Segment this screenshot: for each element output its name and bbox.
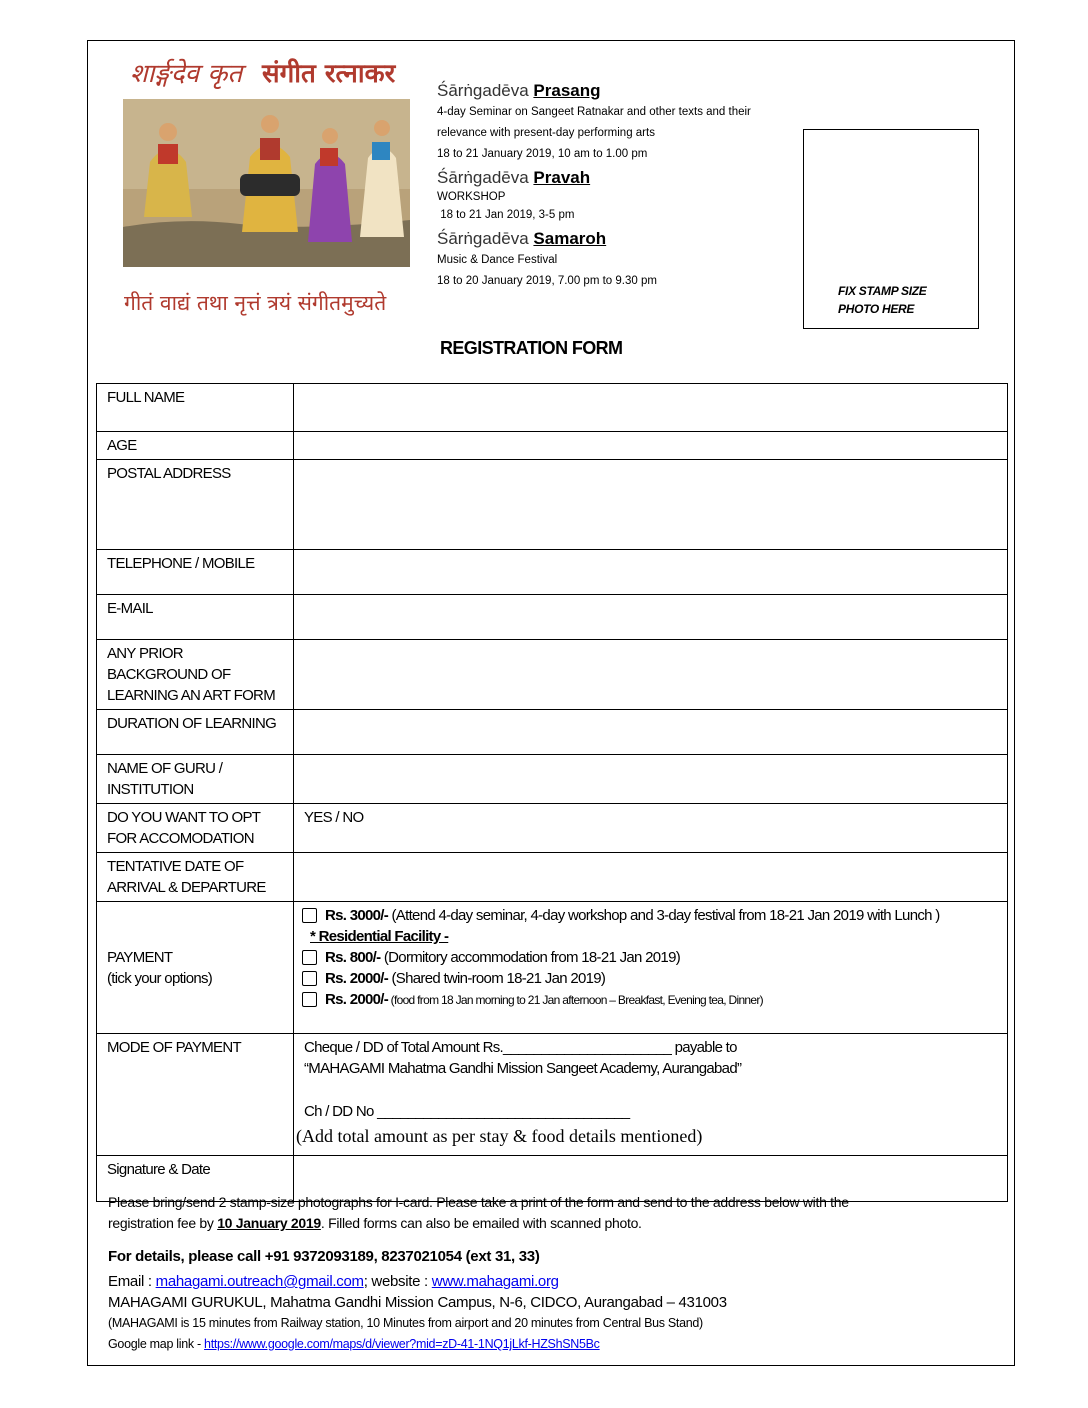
footer-line: registration fee by 10 January 2019. Filled forms can also be emailed with scanned photo. — [108, 1215, 642, 1231]
payment-options — [294, 902, 1008, 1034]
header-artwork — [120, 52, 420, 327]
registration-table — [96, 383, 1008, 1202]
event-title-pravah: Śārṅgadēva Pravah — [437, 168, 591, 187]
checkbox[interactable] — [302, 971, 317, 986]
checkbox[interactable] — [302, 908, 317, 923]
table-row — [97, 1034, 1008, 1156]
email-link[interactable]: mahagami.outreach@gmail.com — [155, 1273, 364, 1290]
deadline-date: 10 January 2019 — [217, 1215, 321, 1231]
checkbox[interactable] — [302, 950, 317, 965]
event-list — [437, 78, 817, 292]
mode-line: “MAHAGAMI Mahatma Gandhi Mission Sangeet Academy, Aurangabad” — [304, 1060, 742, 1077]
table-row — [97, 550, 1008, 595]
arrival-field[interactable] — [294, 853, 1008, 902]
mode-of-payment-cell[interactable] — [294, 1034, 1008, 1156]
art-title-left: शार्ङ्गदेव कृत — [130, 59, 243, 89]
table-row — [97, 804, 1008, 853]
field-label: TELEPHONE / MOBILE — [97, 550, 294, 595]
full-name-field[interactable] — [294, 384, 1008, 432]
map-link[interactable]: https://www.google.com/maps/d/viewer?mid=zD-41-1NQ1jLkf-HZShSN5Bc — [204, 1337, 600, 1351]
table-row — [97, 902, 1008, 1034]
field-label: Signature & Date — [97, 1156, 294, 1202]
field-label: PAYMENT — [107, 948, 173, 966]
table-row — [97, 595, 1008, 640]
field-label: ANY PRIOR BACKGROUND OF LEARNING AN ART FORM — [97, 640, 294, 710]
dancers-painting-image — [120, 52, 420, 327]
event-title-samaroh: Śārṅgadēva Samaroh — [437, 229, 607, 248]
duration-field[interactable] — [294, 710, 1008, 755]
event-line: WORKSHOP — [437, 191, 506, 203]
residential-heading: * Residential Facility - — [310, 928, 449, 945]
event-title-prasang: Śārṅgadēva Prasang — [437, 81, 601, 100]
prior-background-field[interactable] — [294, 640, 1008, 710]
field-label: POSTAL ADDRESS — [97, 460, 294, 550]
mode-note: (Add total amount as per stay & food details mentioned) — [296, 1126, 703, 1146]
telephone-field[interactable] — [294, 550, 1008, 595]
art-caption: गीतं वाद्यं तथा नृत्तं त्रयं संगीतमुच्यते — [124, 291, 387, 315]
form-title: REGISTRATION FORM — [440, 338, 623, 358]
table-row — [97, 384, 1008, 432]
field-label: AGE — [97, 432, 294, 460]
email-website-line: Email : mahagami.outreach@gmail.com; website : www.mahagami.org — [108, 1273, 559, 1290]
payment-option[interactable]: Rs. 800/- (Dormitory accommodation from 18-21 Jan 2019) — [302, 947, 997, 968]
field-label: E-MAIL — [97, 595, 294, 640]
table-row — [97, 710, 1008, 755]
field-label: NAME OF GURU / INSTITUTION — [97, 755, 294, 804]
field-label: DO YOU WANT TO OPT FOR ACCOMODATION — [97, 804, 294, 853]
email-field[interactable] — [294, 595, 1008, 640]
table-row — [97, 853, 1008, 902]
field-label: MODE OF PAYMENT — [97, 1034, 294, 1156]
guru-field[interactable] — [294, 755, 1008, 804]
payment-option[interactable]: Rs. 2000/- (Shared twin-room 18-21 Jan 2019) — [302, 968, 997, 989]
field-label: FULL NAME — [97, 384, 294, 432]
website-link[interactable]: www.mahagami.org — [431, 1273, 559, 1290]
contact-details: For details, please call +91 9372093189, 8237021054 (ext 31, 33) — [108, 1248, 540, 1265]
event-line: 18 to 21 Jan 2019, 3-5 pm — [437, 209, 575, 221]
mode-line: Cheque / DD of Total Amount Rs.______________________ payable to — [304, 1039, 737, 1056]
postal-address-field[interactable] — [294, 460, 1008, 550]
checkbox[interactable] — [302, 992, 317, 1007]
photo-label: FIX STAMP SIZE PHOTO HERE — [838, 284, 927, 316]
table-row — [97, 432, 1008, 460]
table-row — [97, 755, 1008, 804]
footer-line: Please bring/send 2 stamp-size photographs for I-card. Please take a print of the form and send to the address below with the — [108, 1194, 849, 1210]
accommodation-field[interactable]: YES / NO — [294, 804, 1008, 853]
map-line: Google map link - https://www.google.com/maps/d/viewer?mid=zD-41-1NQ1jLkf-HZShSN5Bc — [108, 1337, 600, 1351]
address-line: MAHAGAMI GURUKUL, Mahatma Gandhi Mission Campus, N-6, CIDCO, Aurangabad – 431003 — [108, 1294, 727, 1311]
event-line: 4-day Seminar on Sangeet Ratnakar and other texts and their — [437, 106, 751, 118]
art-title-right: संगीत रत्नाकर — [262, 59, 396, 89]
payment-hint: (tick your options) — [107, 969, 213, 987]
payment-option[interactable]: Rs. 3000/- (Attend 4-day seminar, 4-day workshop and 3-day festival from 18-21 Jan 2019 with Lunch ) — [302, 905, 997, 926]
field-label: TENTATIVE DATE OF ARRIVAL & DEPARTURE — [97, 853, 294, 902]
directions-line: (MAHAGAMI is 15 minutes from Railway station, 10 Minutes from airport and 20 minutes from Central Bus Stand) — [108, 1316, 703, 1330]
event-line: relevance with present-day performing arts — [437, 127, 655, 139]
field-label: DURATION OF LEARNING — [97, 710, 294, 755]
footer — [108, 1192, 998, 1355]
payment-option[interactable]: Rs. 2000/- (food from 18 Jan morning to 21 Jan afternoon – Breakfast, Evening tea, Dinner) — [302, 989, 997, 1011]
event-line: 18 to 21 January 2019, 10 am to 1.00 pm — [437, 148, 648, 160]
mode-line: Ch / DD No _________________________________ — [304, 1103, 630, 1120]
event-line: Music & Dance Festival — [437, 254, 558, 266]
event-line: 18 to 20 January 2019, 7.00 pm to 9.30 pm — [437, 275, 657, 287]
table-row — [97, 460, 1008, 550]
table-row — [97, 640, 1008, 710]
age-field[interactable] — [294, 432, 1008, 460]
